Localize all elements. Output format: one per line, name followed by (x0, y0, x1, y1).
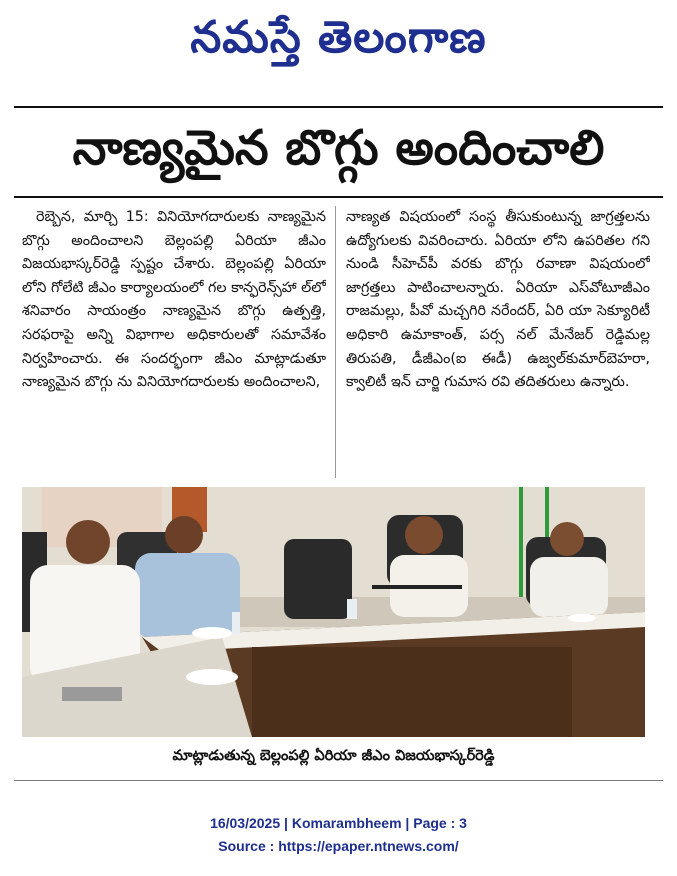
meeting-photo-illustration (22, 487, 645, 737)
meeting-photo (22, 487, 645, 737)
headline-divider (14, 196, 663, 198)
caption-divider (14, 780, 663, 781)
photo-caption: మాట్లాడుతున్న బెల్లంపల్లి ఏరియా జీఎం విజయభాస్కర్‌రెడ్డి (172, 748, 495, 764)
newspaper-masthead (0, 8, 677, 78)
article-headline (0, 118, 677, 190)
article-column-left: రెబ్బెన, మార్చి 15: వినియోగదారులకు నాణ్యమైన బొగ్గు అందించాలని బెల్లంపల్లి ఏరియా జీఎం విజయభాస్కర్‌రెడ్డి స్పష్టం చేశారు. బెల్లంపల్లి ఏరియా లోని గోలేటి జీఎం కార్యాలయంలో గల కాన్ఫరెన్స్‌హా ల్‌లో శనివారం సాయంత్రం నాణ్యమైన బొగ్గు ఉత్పత్తి, సరఫరాపై అన్ని విభాగాల అధికారులతో సమావేశం నిర్వహించారు. ఈ సందర్భంగా జీఎం మాట్లాడుతూ నాణ్యమైన బొగ్గు ను వినియోగదారులకు అందించాలని, (22, 209, 326, 391)
edition-info: 16/03/2025 | Komarambheem | Page : 3 (210, 815, 467, 831)
headline-text: నాణ్యమైన బొగ్గు అందించాలి (72, 120, 605, 176)
article-column-right: నాణ్యత విషయంలో సంస్థ తీసుకుంటున్న జాగ్రత్తలను ఉద్యోగులకు వివరించారు. ఏరియా లోని ఉపరితల గని నుండి సీహెచ్‌పీ వరకు బొగ్గు రవాణా విషయంలో జాగ్రత్తలు పాటించాలన్నారు. ఏరియా ఎస్‌వోటూజీఎం రాజమల్లు, పీవో మచ్చగిరి నరేందర్, ఏరి యా సెక్యూరిటీ అధికారి ఉమాకాంత్, పర్స నల్ మేనేజర్ రెడ్డిమల్ల తిరుపతి, డీజీఎం(ఐ ఈడీ) ఉజ్వల్‌కుమార్‌బెహరా, క్వాలిటీ ఇన్ చార్జి గుమాస రవి తదితరులు ఉన్నారు. (346, 209, 650, 391)
masthead-title: నమస్తే తెలంగాణ (190, 12, 487, 63)
column-divider (335, 206, 336, 478)
source-link[interactable]: Source : https://epaper.ntnews.com/ (218, 838, 459, 854)
masthead-divider (14, 106, 663, 108)
